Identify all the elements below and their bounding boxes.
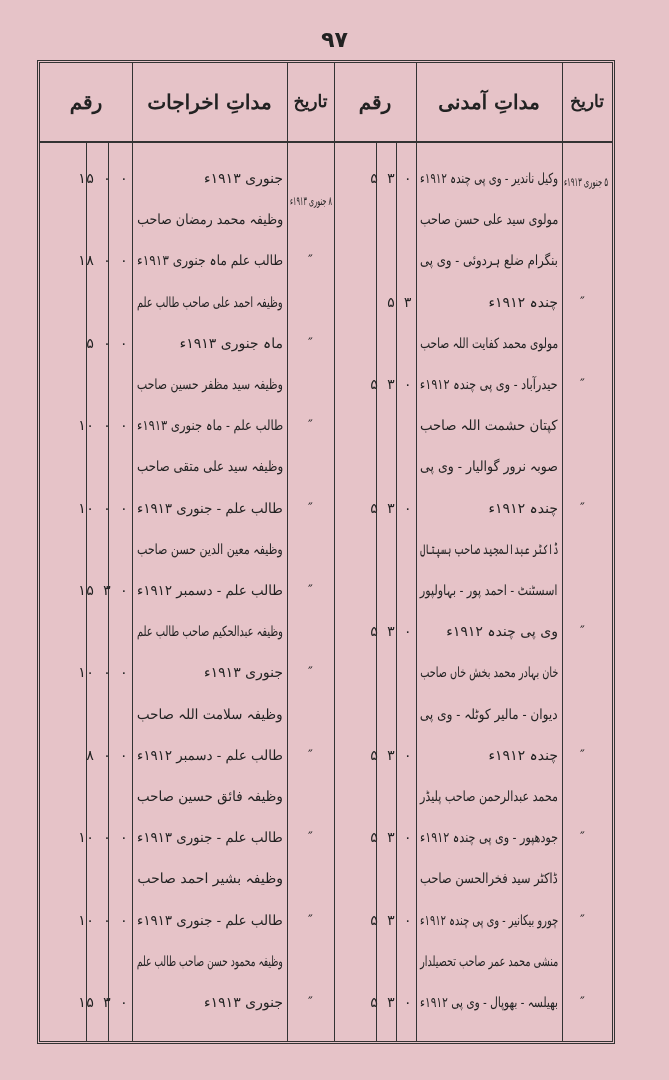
expense-item-text: وظیفہ سید مظفر حسین صاحب [137,377,283,393]
income-item-text: چندہ ۱۹۱۲ء [488,747,558,764]
expense-date: ۸ جنوری ۱۹۱۳ء [290,194,332,209]
income-item-text: مولوی سید علی حسن صاحب [419,212,558,229]
ditto-mark: ″ [308,830,313,846]
expense-item-text: جنوری ۱۹۱۳ء [204,171,283,187]
income-item-text: ڈاکٹر سید فخرالحسن صاحب [420,871,558,888]
amount-subdivider [376,141,377,1041]
income-item-text: وکیل ناندیر - وی پی چندہ ۱۹۱۲ء [419,171,558,187]
income-amount: ۵ ۳ ۰ [369,171,412,187]
header-items-expense: مداتِ اخراجات [147,90,272,114]
ditto-mark: ″ [308,335,313,351]
col-divider [334,63,335,1041]
expense-item-text: وظیفہ سلامت اللہ صاحب [137,706,283,723]
ditto-mark: ″ [308,253,313,269]
income-item-text: دیوان - مالیر کوٹلہ - وی پی [420,706,558,723]
income-amount: ۵ ۳ ۰ [369,830,412,847]
income-item-text: کپتان حشمت اللہ صاحب [420,418,558,435]
expense-amount: ۱۰ ۰ ۰ [77,830,128,847]
expense-item-text: جنوری ۱۹۱۳ء [204,995,283,1011]
col-divider [416,63,417,1041]
expense-amount: ۱۰ ۰ ۰ [77,665,128,682]
header-date-income: تاریخ [570,92,604,112]
ditto-mark: ″ [308,583,313,598]
expense-amount: ۱۵ ۳ ۰ [77,995,128,1011]
expense-item-text: طالب علم - جنوری ۱۹۱۳ء [137,500,283,517]
income-amount: ۵ ۳ ۰ [369,912,412,929]
income-item-text: چندہ ۱۹۱۲ء [488,500,558,517]
income-item-text: خان بہادر محمد بخش خاں صاحب [419,665,558,682]
income-amount: ۵ ۳ ۰ [369,624,412,641]
col-divider [287,63,288,1041]
income-item-text: منشی محمد عمر صاحب تحصیلدار [419,953,558,970]
expense-amount: ۱۵ ۰ ۰ [77,171,128,187]
expense-item-text: وظیفہ احمد علی صاحب طالب علم [137,294,283,311]
ditto-mark: ″ [580,500,585,516]
income-date: ۵ جنوری ۱۹۱۳ء [564,175,608,189]
expense-item-text: وظیفہ محمود حسن صاحب طالب علم [137,953,283,970]
ditto-mark: ″ [580,377,585,392]
header-amount-income: رقم [358,90,392,114]
ditto-mark: ″ [580,995,585,1010]
header-items-income: مداتِ آمدنی [438,90,540,114]
income-amount: ۵ ۳ ۰ [369,377,412,393]
expense-item-text: وظیفہ محمد رمضان صاحب [136,212,283,229]
header-date-expense: تاریخ [293,92,328,112]
header-amount-expense: رقم [69,90,103,114]
income-amount: ۵ ۳ [386,294,412,311]
expense-item-text: وظیفہ عبدالحکیم صاحب طالب علم [137,624,283,641]
expense-item-text: جنوری ۱۹۱۳ء [204,665,283,682]
expense-amount: ۱۰ ۰ ۰ [77,912,128,929]
ditto-mark: ″ [308,912,313,928]
expense-amount: ۸ ۰ ۰ [85,747,128,764]
income-item-text: محمد عبدالرحمن صاحب پلیڈر [420,789,558,805]
expense-item-text: وظیفہ بشیر احمد صاحب [137,871,283,888]
page-number: ۹۷ [321,28,348,53]
expense-item-text: طالب علم ماہ جنوری ۱۹۱۳ء [137,253,283,270]
expense-amount: ۱۰ ۰ ۰ [77,500,128,517]
ditto-mark: ″ [308,665,313,681]
expense-item-text: طالب علم - دسمبر ۱۹۱۲ء [137,747,283,764]
income-amount: ۵ ۳ ۰ [369,747,412,764]
expense-item-text: طالب علم - جنوری ۱۹۱۳ء [137,912,283,929]
ditto-mark: ″ [308,995,313,1010]
expense-amount: ۱۸ ۰ ۰ [77,253,128,270]
ditto-mark: ″ [308,747,313,763]
income-amount: ۵ ۳ ۰ [369,500,412,517]
expense-item-text: ماہ جنوری ۱۹۱۳ء [179,335,283,352]
income-item-text: مولوی محمد کفایت اللہ صاحب [419,335,558,352]
income-item-text: چورو بیکانیر - وی پی چندہ ۱۹۱۲ء [419,912,558,929]
expense-item-text: وظیفہ معین الدین حسن صاحب [137,541,283,558]
expense-item-text: وظیفہ سید علی متقی صاحب [136,459,283,476]
expense-item-text: طالب علم - جنوری ۱۹۱۳ء [137,830,283,847]
ditto-mark: ″ [580,912,585,928]
col-divider [132,63,133,1041]
income-item-text: حیدرآباد - وی پی چندہ ۱۹۱۲ء [420,377,558,393]
ditto-mark: ″ [580,830,585,846]
income-item-text: وی پی چندہ ۱۹۱۲ء [446,624,558,641]
income-item-text: بھیلسہ - بھوپال - وی پی ۱۹۱۲ء [420,995,558,1011]
expense-item-text: طالب علم - ماہ جنوری ۱۹۱۳ء [136,418,283,435]
col-divider [562,63,563,1041]
ditto-mark: ″ [580,294,585,310]
expense-amount: ۱۵ ۳ ۰ [77,583,128,599]
income-item-text: جودھپور - وی پی چندہ ۱۹۱۲ء [419,830,558,847]
income-item-text: صوبہ نرور گوالیار - وی پی [420,459,558,476]
ditto-mark: ″ [580,747,585,763]
amount-subdivider [396,141,397,1041]
ditto-mark: ″ [580,624,585,640]
expense-amount: ۵ ۰ ۰ [85,335,128,352]
income-item-text: چندہ ۱۹۱۲ء [488,294,558,311]
income-item-text: ڈاکٹر عبدالمجید صاحب ہسپتال [419,541,558,558]
expense-amount: ۱۰ ۰ ۰ [77,418,128,435]
expense-item-text: وظیفہ فائق حسین صاحب [137,789,283,805]
income-item-text: اسسٹنٹ - احمد پور - بہاولپور [420,583,558,599]
ledger-table [37,60,615,1044]
income-amount: ۵ ۳ ۰ [369,995,412,1011]
income-item-text: بنگرام ضلع ہردوئی - وی پی [420,253,558,270]
ditto-mark: ″ [308,500,313,516]
expense-item-text: طالب علم - دسمبر ۱۹۱۲ء [137,583,283,599]
header-rule [40,141,612,143]
ditto-mark: ″ [308,418,313,434]
